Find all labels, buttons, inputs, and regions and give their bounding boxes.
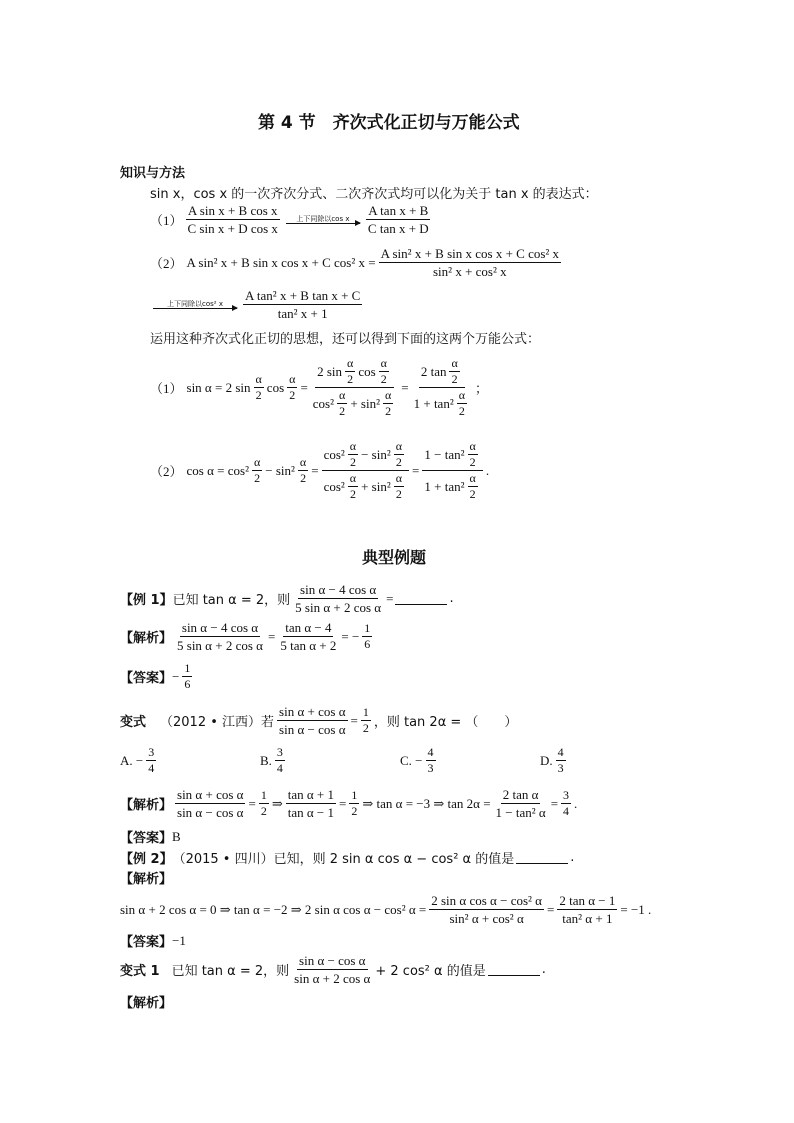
solution-1: 【解析】 $\frac{\text{sin α − 4 cos α}}{\text{5 sin α + 2 cos α}}$ = $\frac{\text{tan α − 4}}{\text{5 tan α + 2}}$ = − $\frac{1}{6}$ <box>120 620 371 653</box>
formula-2-arrow: 上下同除以cos² x <box>153 300 237 309</box>
universal-2-fraction-b: 1 − tan² $\frac{\alpha}{2}$ 1 + tan² $\frac{\alpha}{2}$ <box>422 440 482 501</box>
solution-2: 【解析】 $\frac{\text{sin α + cos α}}{\text{sin α − cos α}}$ = $\frac{1}{2}$ ⇒ $\frac{\text{tan α + 1}}{\text{tan α − 1}}$ = $\frac{1}{2}$ ⇒ tan α = −3 ⇒ tan 2α = $\frac{\text{2 tan α}}{\text{1 − tan² α}}$ = $\frac{3}{4}$ . <box>120 787 578 820</box>
variant-question: 变式 （2012 • 江西）若 $\frac{\text{sin α + cos α}}{\text{sin α − cos α}}$ = $\frac{1}{2}$ ，则 tan 2α = （ ） <box>120 704 518 737</box>
formula-1-lhs-fraction: $\frac{\text{A sin x + B cos x}}{\text{C sin x + D cos x}}$ <box>187 203 278 236</box>
answer-2: 【答案】 B <box>120 828 181 846</box>
formula-2-result-fraction: $\frac{\text{A tan² x + B tan x + C}}{\text{tan² x + 1}}$ <box>245 288 361 321</box>
option-c: C. − $\frac{4}{3}$ <box>400 745 434 775</box>
formula-2-label: （2） <box>150 256 183 271</box>
answer-3: 【答案】 −1 <box>120 932 186 950</box>
page-title: 第 4 节 齐次式化正切与万能公式 <box>258 113 520 133</box>
section-heading-knowledge: 知识与方法 <box>120 166 186 181</box>
universal-formula-intro: 运用这种齐次式化正切的思想，还可以得到下面的这两个万能公式： <box>150 332 541 347</box>
universal-2-fraction-a: cos² $\frac{\alpha}{2}$ − sin² $\frac{\alpha}{2}$ cos² $\frac{\alpha}{2}$ + sin² $\frac{\alpha}{2}$ <box>322 440 409 501</box>
answer-1: 【答案】 − $\frac{1}{6}$ <box>120 661 191 691</box>
option-d: D. $\frac{4}{3}$ <box>540 745 564 775</box>
example-1: 【例 1】 已知 tan α = 2，则 $\frac{\text{sin α − 4 cos α}}{\text{5 sin α + 2 cos α}}$ = . <box>120 582 454 615</box>
option-a: A. − $\frac{3}{4}$ <box>120 745 155 775</box>
section-heading-examples: 典型例题 <box>362 548 427 567</box>
universal-formula-2: （2） cos α = cos² $\frac{\alpha}{2}$ − sin² $\frac{\alpha}{2}$ = cos² $\frac{\alpha}{2}$ − sin² $\frac{\alpha}{2}$ cos² $\frac{\alpha}{2}$ + sin² $\frac{\alpha}{2}$ = 1 − tan² $\frac{\alpha}{2}$ 1 + tan² $\frac{\alpha}{2}$ . <box>150 439 490 501</box>
universal-formula-1: （1） sin α = 2 sin $\frac{\alpha}{2}$ cos $\frac{\alpha}{2}$ = 2 sin $\frac{\alpha}{2}$ cos $\frac{\alpha}{2}$ cos² $\frac{\alpha}{2}$ + sin² $\frac{\alpha}{2}$ = 2 tan $\frac{\alpha}{2}$ 1 + tan² $\frac{\alpha}{2}$ ； <box>150 356 489 418</box>
formula-1-rhs-fraction: $\frac{\text{A tan x + B}}{\text{C tan x + D}}$ <box>367 203 429 236</box>
solution-4-tag: 【解析】 <box>120 996 173 1011</box>
universal-1-fraction-b: 2 tan $\frac{\alpha}{2}$ 1 + tan² $\frac{\alpha}{2}$ <box>413 356 466 418</box>
formula-2-continued <box>150 288 365 321</box>
answer-blank <box>395 592 447 605</box>
example-2: 【例 2】 （2015 • 四川）已知，则 2 sin α cos α − cos² α 的值是 . <box>120 850 575 867</box>
solution-3-tag: 【解析】 <box>120 872 173 887</box>
formula-1-label: （1） <box>150 213 183 228</box>
formula-2: （2） A sin² x + B sin x cos x + C cos² x = $\frac{\text{A sin² x + B sin x cos x + C cos² x}}{\text{sin² x + cos² x}}$ <box>150 246 560 279</box>
solution-3: sin α + 2 cos α = 0 ⇒ tan α = −2 ⇒ 2 sin α cos α − cos² α = $\frac{\text{2 sin α cos α − cos² α}}{\text{sin² α + cos² α}}$ = $\frac{\text{2 tan α − 1}}{\text{tan² α + 1}}$ = −1 . <box>120 893 652 926</box>
formula-2-fraction: $\frac{\text{A sin² x + B sin x cos x + C cos² x}}{\text{sin² x + cos² x}}$ <box>380 246 560 279</box>
variant-1-question: 变式 1 已知 tan α = 2，则 $\frac{\text{sin α − cos α}}{\text{sin α + 2 cos α}}$ + 2 cos² α 的值是 . <box>120 953 546 986</box>
intro-text: sin x，cos x 的一次齐次分式、二次齐次式均可以化为关于 tan x 的表达式： <box>150 187 598 202</box>
formula-1 <box>150 203 434 236</box>
formula-1-arrow: 上下同除以cos x <box>286 215 360 224</box>
option-b: B. $\frac{3}{4}$ <box>260 745 283 775</box>
universal-1-fraction-a: 2 sin $\frac{\alpha}{2}$ cos $\frac{\alpha}{2}$ cos² $\frac{\alpha}{2}$ + sin² $\frac{\alpha}{2}$ <box>311 357 398 418</box>
